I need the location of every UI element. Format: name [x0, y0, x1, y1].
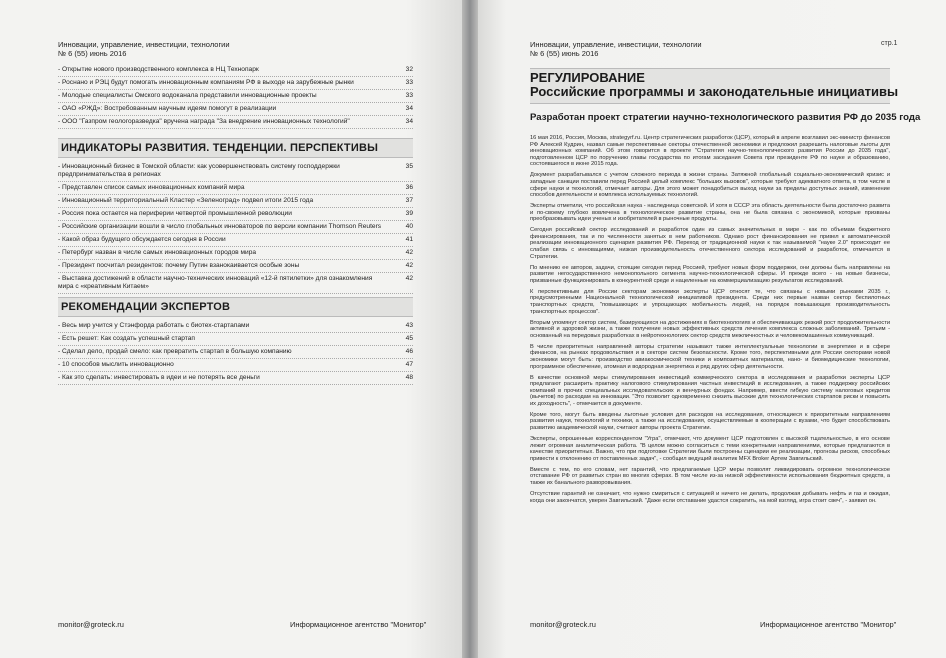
toc-entry[interactable] — [58, 195, 413, 208]
toc-entry[interactable] — [58, 346, 413, 359]
toc-entry-title: - Как это сделать: инвестировать в идеи и не потерять все деньги — [58, 374, 260, 381]
toc-entry-title: - 10 способов мыслить инновационно — [58, 361, 174, 368]
left-footer-email: monitor@groteck.ru — [58, 620, 124, 629]
toc-entry[interactable] — [58, 77, 413, 90]
toc-entry-title: - ООО "Газпром геологоразведка" вручена награда "За внедрение инновационных технологий" — [58, 118, 350, 125]
toc-section-indicators — [58, 138, 413, 294]
toc-entry-title: - Петербург назван в числе самых инновационных городов мира — [58, 249, 257, 256]
toc-entry-page: 34 — [405, 118, 413, 125]
toc-entry-page: 33 — [405, 92, 413, 99]
toc-entry[interactable] — [58, 182, 413, 195]
toc-entry[interactable] — [58, 247, 413, 260]
toc-entry-page: 47 — [405, 361, 413, 368]
toc-entry[interactable] — [58, 273, 413, 294]
article-title: Разработан проект стратегии научно-технологического развития РФ до 2035 года — [530, 112, 921, 123]
article-body — [530, 135, 890, 509]
toc-entry-title: - Есть решет: Как создать успешный стартап — [58, 335, 195, 342]
toc-entry-title: - Российские организации вошли в число глобальных инноваторов по версии компании Thomson Reuters — [58, 223, 382, 230]
article-paragraph: Эксперты отметили, что российская наука - наследница советской. И хотя в СССР эта область деятельности была достаточно развита и по-своему глубоко вовлечена в технологическое развитие страны, она не была связана с экономикой, которые призваны преобразовывать идеи ученых и изобретателей в рыночные продукты. — [530, 203, 890, 223]
toc-entry-page: 48 — [405, 374, 413, 381]
toc-entry-title: - Инновационный территориальный Кластер «Зеленоград» подвел итоги 2015 года — [58, 197, 314, 204]
article-paragraph: Эксперты, опрошенные корреспондентом "Угра", отмечают, что документ ЦСР подготовлен с высокой тщательностью, в его основе лежит огромная аналитическая работа. "В целом можно согласиться с теми конкретными направлениями, которые предлагаются в качестве приоритетных. Важно, что при подготовке Стратегии были построены сценарии ее реализации, прогнозы рисков, способных привести к отклонению от поставленных задач", - сообщил ведущий аналитик MFX Broker Артем Завгильский. — [530, 436, 890, 462]
right-header-journal: Инновации, управление, инвестиции, технологии — [530, 40, 702, 49]
toc-entry-page: 35 — [405, 163, 413, 170]
toc-entry-title: - ОАО «РЖД»: Востребованным научным идеям помогут в реализации — [58, 105, 277, 112]
toc-entry-title: - Россия пока остается на периферии четвертой промышленной революции — [58, 210, 292, 217]
toc-entry-page: 40 — [405, 223, 413, 230]
article-paragraph: Документ разрабатывался с учетом сложного периода в жизни страны. Затяжной глобальный социально-экономический кризис и западные санкции поставили перед Россией целый комплекс "больших вызовов", которые требуют адекватного ответа, в том числе в сфере науки и технологий, отмечает авторы. Для этого может понадобиться выход науки за пределы доступных знаний, изменение способов деятельности и комплекса используемых технологий. — [530, 172, 890, 199]
toc-entry-title: - Президент посчитал резидентов: почему Путин взанокаивается особые зоны — [58, 262, 300, 269]
toc-entry[interactable] — [58, 103, 413, 116]
toc-entry-page: 46 — [405, 348, 413, 355]
toc-entry-page: 34 — [405, 105, 413, 112]
toc-entry[interactable] — [58, 161, 413, 182]
article-paragraph: По мнению ее авторов, задачи, стоящие сегодня перед Россией, требуют новых форм поддержки, они должны быть направлены на развитие негосударственного немонопольного сегмента научно-технологической сферы. И прежде всего - на новые бизнесы, призванные функционировать в конкурентной среде и нацеленные на коммерциализацию результатов исследований. — [530, 264, 890, 284]
toc-entry-title: - Какой образ будущего обсуждается сегодня в России — [58, 236, 226, 243]
right-footer-email: monitor@groteck.ru — [530, 620, 596, 629]
toc-entry[interactable] — [58, 64, 413, 77]
toc-entry-title: - Весь мир учится у Стэнфорда работать с биотех-стартапами — [58, 322, 250, 329]
toc-entry-title: - Роснано и РЭЦ будут помогать инновационным компаниям РФ в выходе на зарубежные рынки — [58, 79, 354, 86]
toc-entry[interactable] — [58, 320, 413, 333]
article-paragraph: К перспективным для России секторам экономики эксперты ЦСР относят те, что связаны с новыми рынками 2035 г., предусмотренными Национальной технологической инициативой президента. Среди них первые назван сектор беспилотных транспортных средств, "повышающих и упрощающих мобильность людей, на порядок повышающих производительность транспортных процессов". — [530, 288, 890, 315]
toc-entry[interactable] — [58, 221, 413, 234]
toc-entry[interactable] — [58, 260, 413, 273]
toc-entry-page: 45 — [405, 335, 413, 342]
toc-entry[interactable] — [58, 90, 413, 103]
left-page — [0, 0, 462, 658]
right-section-title: РЕГУЛИРОВАНИЕ — [530, 70, 645, 85]
toc-entry-title: - Инновационный бизнес в Томской области: как усовершенствовать систему господдержки предпринимательства в регионах — [58, 163, 340, 178]
right-footer-agency: Информационное агентство "Монитор" — [760, 620, 897, 629]
right-section-subtitle: Российские программы и законодательные инициативы — [530, 84, 899, 99]
toc-entry[interactable] — [58, 234, 413, 247]
toc-entry-page: 42 — [405, 249, 413, 256]
right-page-number: стр.1 — [881, 40, 898, 47]
toc-entry[interactable] — [58, 359, 413, 372]
toc-entry-page: 36 — [405, 184, 413, 191]
toc-entry-title: - Открытие нового производственного комплекса в НЦ Технопарк — [58, 66, 259, 73]
toc-entry-page: 41 — [405, 236, 413, 243]
toc-entry-title: - Выставка достижений в области научно-технических инноваций «12-й пятилетки» для ознакомления мира с «креативным Китаем» — [58, 275, 373, 290]
right-header-issue: № 6 (55) июнь 2016 — [530, 49, 599, 58]
article-paragraph: В числе приоритетных направлений авторы стратегии называют также интеллектуальные технологии в энергетике и в сфере финансов, на рынках продовольствия и в секторе систем безопасности. Кроме того, перспективными для России секторами новой экономики могут быть: производство авиакосмической техники и композитных материалов, нано- и биомедицинские технологии, программное обеспечение, атомная и водородная энергетика и ряд других сфер деятельности. — [530, 343, 890, 370]
section-title-experts: РЕКОМЕНДАЦИИ ЭКСПЕРТОВ — [58, 297, 413, 317]
toc-entry-page: 42 — [405, 275, 413, 282]
toc-section-experts — [58, 297, 413, 385]
toc-entry-title: - Сделал дело, продай смело: как превратить стартап в большую компанию — [58, 348, 292, 355]
article-paragraph: Отсутствие гарантий не означает, что нужно смириться с ситуацией и ничего не делать, продолжая добывать нефть и газ и ожидая, когда они закончатся, уверен Завгильский. "Даже если отставание удастся сократить, на мой взгляд, игра стоит свеч", - заявил он. — [530, 491, 890, 504]
article-paragraph: Вместе с тем, по его словам, нет гарантий, что предлагаемые ЦСР меры позволят ликвидировать огромное технологическое отставание РФ от развитых стран во многих сферах. В том числе из-за низкой эффективности использования бюджетных средств, а также их банального разворовывания. — [530, 466, 890, 487]
toc-top-list — [58, 64, 413, 129]
toc-entry-page: 33 — [405, 79, 413, 86]
toc-entry-page: 42 — [405, 262, 413, 269]
left-footer-agency: Информационное агентство "Монитор" — [290, 620, 427, 629]
article-paragraph: Кроме того, могут быть введены льготные условия для расходов на исследования, относящиеся к приоритетным направлениям развития науки, технологий и техники, а также на исследования, осуществляемые в кооперации с вузами, что будет способствовать развитию академической науки, считают авторы проекта Стратегии. — [530, 411, 890, 432]
article-paragraph: Сегодня российский сектор исследований и разработок один из самых значительных в мире - как по объемам бюджетного финансирования, так и по численности занятых в нем работников. Однако рост финансирования не привел к автоматической реализации инновационного сценария развития РФ. Переход от традиционной науки к так называемой "науке 2.0" происходит ее слабая связь с инновациями, низкая производительность отечественного сектора исследований и разработок, отмечается в Стратегии. — [530, 227, 890, 260]
toc-entry[interactable] — [58, 333, 413, 346]
toc-entry[interactable] — [58, 372, 413, 385]
article-paragraph: 16 мая 2016, Россия, Москва, strategyrf.ru. Центр стратегических разработок (ЦСР), который в апреле возглавил экс-министр финансов РФ Алексей Кудрин, назвал самые перспективные секторы отечественной экономики и предложил разрешить налоговые льготы для инновационных компаний. Об этом говорится в проекте "Стратегия научно-технологического развития России до 2035 года", подготовленном ЦСР по поручению главы государства по итогам заседания Совета при президенте РФ по науке и образованию, состоявшегося в июне 2015 года. — [530, 135, 890, 168]
toc-entry[interactable] — [58, 208, 413, 221]
left-header — [58, 40, 230, 58]
toc-entry-page: 39 — [405, 210, 413, 217]
article-paragraph: В качестве основной меры стимулирования инвестиций коммерческого сектора в исследования и разработки эксперты ЦСР предлагают расширить практику налогового стимулирования частных инвестиций в исследования, а также поддержку российских компаний в прочих специальных исследовательских и венчурных фондах. Например, ввести гибкую систему налоговых кредитов (вычетов) по расходам на инновации. "Это позволит одновременно снизить высокие для технологических стартапов риски и повысить их доходность", - отмечается в документе. — [530, 374, 890, 407]
toc-entry-title: - Молодые специалисты Омского водоканала представили инновационные проекты — [58, 92, 317, 99]
toc-entry-page: 37 — [405, 197, 413, 204]
toc-entry[interactable] — [58, 116, 413, 129]
section-title-indicators: ИНДИКАТОРЫ РАЗВИТИЯ. ТЕНДЕНЦИИ. ПЕРСПЕКТИВЫ — [58, 138, 413, 158]
right-header — [530, 40, 702, 58]
toc-entry-page: 32 — [405, 66, 413, 73]
book-gutter — [462, 0, 478, 658]
left-header-issue: № 6 (55) июнь 2016 — [58, 49, 127, 58]
left-header-journal: Инновации, управление, инвестиции, технологии — [58, 40, 230, 49]
article-paragraph: Вторым упомянут сектор систем, базирующихся на достижениях в биотехнологиях и обеспечивающих резкий рост продолжительности активной и здоровой жизни, а также получение новых эффективных средств лечения комплекса сложных заболеваний. Третьим - основанный на передовых разработках в нейротехнологиях сектор средств межличностных и человекомашинных коммуникаций. — [530, 319, 890, 339]
toc-entry-title: - Представлен список самых инновационных компаний мира — [58, 184, 245, 191]
toc-entry-page: 43 — [405, 322, 413, 329]
